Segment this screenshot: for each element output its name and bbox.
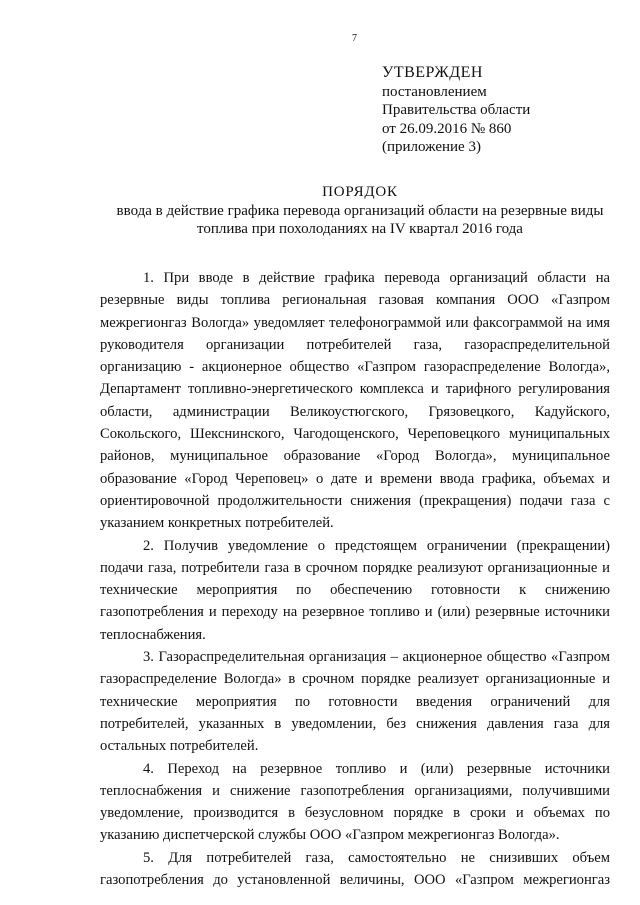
document-body	[100, 267, 610, 891]
approval-line: Правительства области	[382, 102, 531, 118]
document-subtitle-line: топлива при похолоданиях на IV квартал 2016 года	[197, 221, 523, 237]
paragraph-3: 3. Газораспределительная организация – акционерное общество «Газпром газораспределение Вологда» в срочном порядке реализует организационные и технические мероприятия по готовности введения ограничений для потребителей, указанных в уведомлении, без снижения давления газа для остальных потребителей.	[100, 649, 610, 755]
approval-block	[382, 64, 530, 157]
document-title: ПОРЯДОК	[322, 184, 398, 200]
paragraph-1: 1. При вводе в действие графика перевода организаций области на резервные виды топлива региональная газовая компания ООО «Газпром межрегионгаз Вологда» уведомляет телефонограммой или факсограммой на имя руководителя организации потребителей газа, газораспределительной организацию - акционерное общество «Газпром газораспределение Вологда», Департамент топливно-энергетического комплекса и тарифного регулирования области, администрации Великоустюгского, Грязовецкого, Кадуйского, Сокольского, Шекснинского, Чагодощенского, Череповецкого муниципальных районов, муниципальное образование «Город Вологда», муниципальное образование «Город Череповец» о дате и времени ввода графика, объемах и ориентировочной продолжительности снижения (прекращения) подачи газа с указанием конкретных потребителей.	[100, 270, 610, 532]
document-subtitle-line: ввода в действие графика перевода организаций области на резервные виды	[116, 202, 604, 219]
approval-line: от 26.09.2016 № 860	[382, 120, 512, 137]
approval-line: (приложение 3)	[382, 139, 481, 155]
paragraph-5: 5. Для потребителей газа, самостоятельно не снизивших объем газопотребления до установленной величины, ООО «Газпром межрегионгаз	[100, 849, 610, 889]
paragraph-4: 4. Переход на резервное топливо и (или) резервные источники теплоснабжения и снижение газопотребления организациями, получившими уведомление, производится в безусловном порядке в сроки и объемах по указанию диспетчерской службы ООО «Газпром межрегионгаз Вологда».	[100, 760, 610, 844]
paragraph-2: 2. Получив уведомление о предстоящем ограничении (прекращении) подачи газа, потребители газа в срочном порядке реализуют организационные и технические мероприятия по обеспечению готовности к снижению газопотребления и переходу на резервное топливо и (или) резервные источники теплоснабжения.	[100, 537, 610, 643]
page-number: 7	[352, 33, 357, 44]
approval-heading: УТВЕРЖДЕН	[382, 64, 483, 81]
document-title-block	[90, 183, 630, 239]
approval-line: постановлением	[382, 83, 487, 100]
